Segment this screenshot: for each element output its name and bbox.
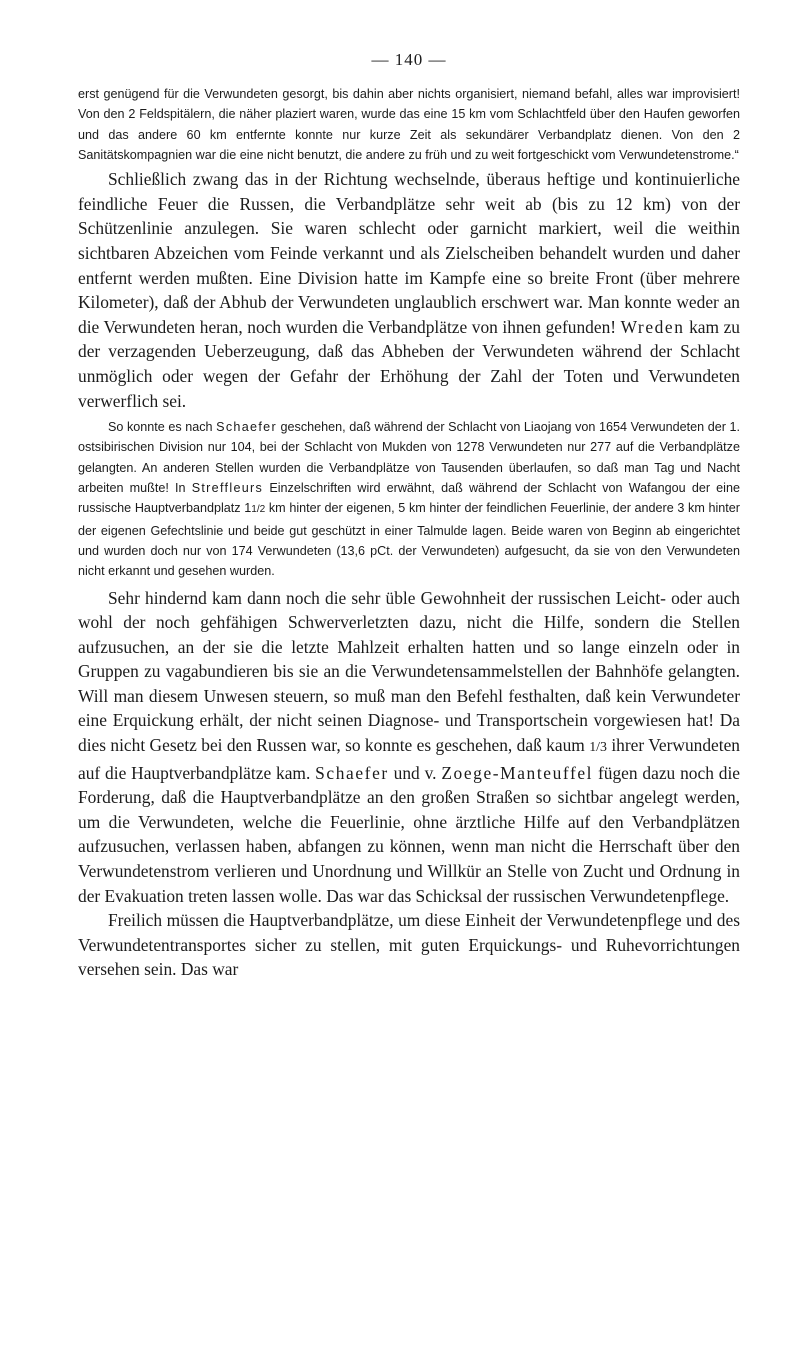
paragraph-text: Schließlich zwang das in der Richtung wechselnde, überaus heftige und kontinuierliche feindliche Feuer die Russen, die Verbandplätze sehr weit ab (bis zu 12 km) von der Schützenlinie anzulegen. Sie waren schlecht oder garnicht markiert, weil die weithin sichtbaren Abzeichen vom Feinde verkannt und als Zielscheiben behandelt wurden und daher entfernt werden mußten. Eine Division hatte im Kampfe eine so breite Front (über mehrere Kilometer), daß der Abhub der Verwundeten unglaublich erschwert war. Man konnte weder an die Verwundeten heran, noch wurden die Verbandplätze von ihnen gefunden! xyxy=(78,169,740,337)
page-number: — 140 — xyxy=(371,50,447,69)
paragraph-text: und v. xyxy=(388,762,442,783)
fraction: 1/3 xyxy=(589,740,607,756)
paragraph-main-dressing-stations: Freilich müssen die Hauptverbandplätze, um diese Einheit der Verwundetenpflege und des Verwundetentransportes sicher zu stellen, mit guten Erquickungs- und Ruhevorrichtungen versehen sein. Das war xyxy=(78,910,740,980)
footnote-paragraph-statistics xyxy=(78,417,740,581)
paragraph-russian-dressing-stations xyxy=(78,167,740,413)
paragraph-text: So konnte es nach xyxy=(108,420,217,435)
quote-continuation: erst genügend für die Verwundeten gesorgt, bis dahin aber nichts organisiert, niemand befahl, alles war improvisiert! Von den 2 Feldspitälern, die näher plaziert waren, wurde das eine 15 km vom Schlachtfeld über den Haufen geworfen und das andere 60 km entfernte konnte nur kurze Zeit als sekundärer Verbandplatz dienen. Von den 2 Sanitätskompagnien war die eine nicht benutzt, die andere zu früh und zu weit fortgeschickt vom Verwundetenstrome.“ xyxy=(78,87,740,162)
paragraph-text: Sehr hindernd kam dann noch die sehr üble Gewohnheit der russischen Leicht- oder auch wohl der noch gehfähigen Schwerverletzten dazu, nicht die Hilfe, sondern die Stellen aufzusuchen, an der sie die letzte Mahlzeit erhalten hatten und so lange einzeln oder in Gruppen zu vagabundieren bis sie an die Verwundetensammelstellen der Bahnhöfe gelangten. Will man diesem Unwesen steuern, so muß man den Befehl festhalten, daß kein Verwundeter eine Erquickung erhält, der nicht seinen Diagnose- und Transportschein vorgewiesen hat! Da dies nicht Gesetz bei den Russen war, so konnte es geschehen, daß kaum xyxy=(78,587,740,756)
author-name-schaefer: Schaefer xyxy=(315,762,389,783)
paragraph-text: geschehen, daß während der Schlacht von Liaojang von 1654 Verwundeten der 1. ostsibirischen Division nur 104, bei der Schlacht von Mukden von 1278 Verwundeten nur 277 auf die Verbandplätze gelangten. An anderen Stellen wurden die Verbandplätze von Tausenden überlaufen, so daß man Tag und Nacht arbeiten mußte! In xyxy=(78,420,740,496)
author-name-wreden: Wreden xyxy=(620,316,685,337)
paragraph-text: fügen dazu noch die Forderung, daß die Hauptverbandplätze an den großen Straßen so sichtbar angelegt werden, um die Verwundeten, welche die Feuerlinie, ohne ärztliche Hilfe auf den Verbandplätzen aufzusuchen, verlassen haben, abfangen zu können, wenn man nicht die Herrschaft über den Verwundetenstrom verlieren und Unordnung und Willkür an Stelle von Zucht und Ordnung in der Evakuation treten lassen wolle. Das war das Schicksal der russischen Verwundetenpflege. xyxy=(78,762,740,906)
paragraph-wounded-habits xyxy=(78,586,740,909)
paragraph-text: kam zu der verzagenden Ueberzeugung, daß das Abheben der Verwundeten während der Schlacht unmöglich oder wegen der Gefahr der Erhöhung der Zahl der Toten und Verwundeten verwerflich sei. xyxy=(78,316,740,411)
paragraph-text: km hinter der eigenen, 5 km hinter der feindlichen Feuerlinie, der andere 3 km hinter der eigenen Gefechtslinie und beide gut geschützt in einer Talmulde lagen. Beide waren von Beginn ab eingerichtet und wurden doch nur von 174 Verwundeten (13,6 pCt. der Verwundeten) aufgesucht, da sie von den Verwundeten nicht erkannt und gesehen wurden. xyxy=(78,501,740,579)
paragraph-text: ihrer Verwundeten auf die Hauptverbandplätze kam. xyxy=(78,735,740,783)
paragraph-text: Einzelschriften wird erwähnt, daß während der Schlacht von Wafangou der eine russische Hauptverbandplatz 1 xyxy=(78,481,740,516)
fraction: 1/2 xyxy=(251,504,266,516)
author-name-zoege-manteuffel: Zoege-Manteuffel xyxy=(441,762,594,783)
author-name-schaefer: Schaefer xyxy=(216,420,277,435)
book-page xyxy=(78,50,740,1340)
author-name-streffleurs: Streffleurs xyxy=(191,481,264,496)
